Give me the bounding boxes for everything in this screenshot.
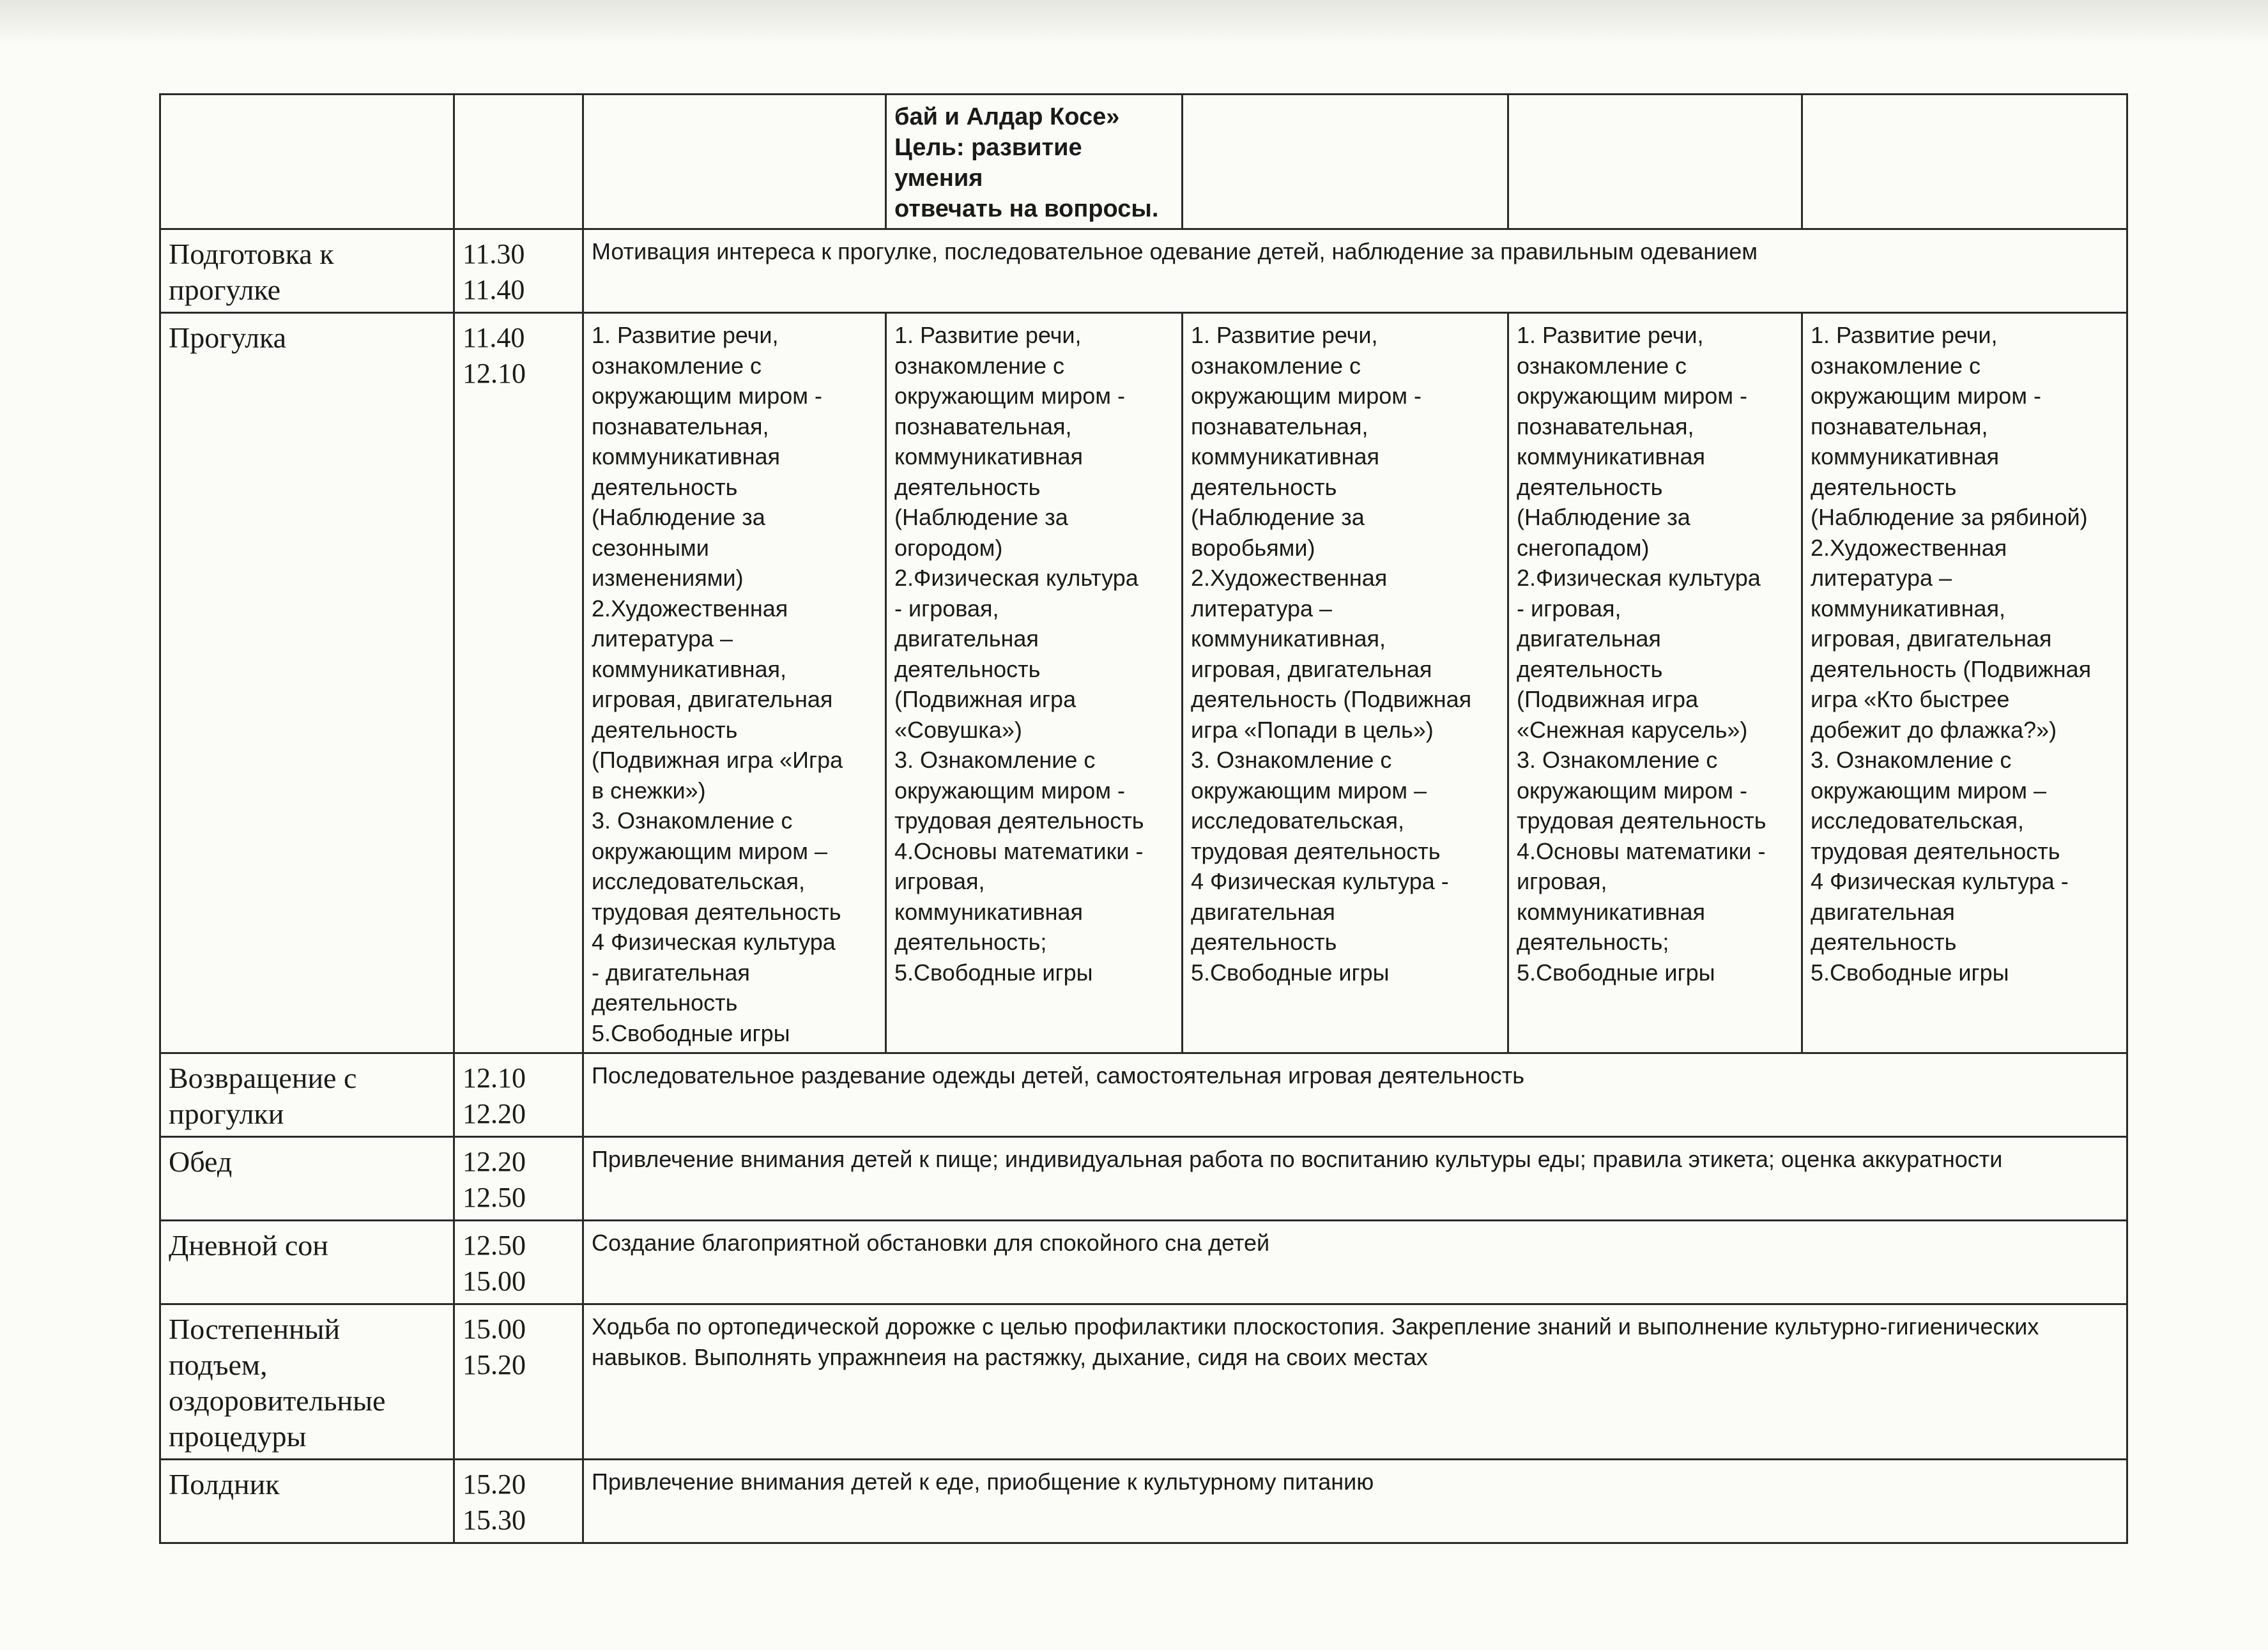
activity-line: 5.Свободные игры [1191, 959, 1390, 986]
row-label: Дневной сон [160, 1221, 454, 1304]
activity-line: игровая, [894, 868, 985, 894]
activity-line: исследовательская, [592, 868, 806, 894]
activity-line: 4.Основы математики - [894, 837, 1144, 864]
time-end: 11.40 [463, 274, 525, 305]
activity-line: 1. Развитие речи, [592, 322, 779, 348]
time-end: 15.00 [463, 1265, 526, 1297]
activity-line: коммуникативная [894, 898, 1083, 925]
activity-line: 3. Ознакомление с [894, 747, 1096, 773]
activity-line: 4 Физическая культура - [1811, 868, 2069, 894]
activity-line: литература – [1191, 595, 1333, 622]
row-label: Обед [160, 1137, 454, 1221]
continuation-label-cell [160, 95, 454, 229]
activity-line: огородом) [894, 534, 1003, 561]
activity-line: ознакомление с [894, 352, 1064, 379]
activity-line: коммуникативная, [1191, 625, 1386, 652]
activity-line: окружающим миром - [894, 777, 1126, 804]
time-end: 12.50 [463, 1182, 526, 1213]
activity-line: трудовая деятельность [1517, 807, 1766, 834]
activity-line: деятельность; [894, 929, 1047, 955]
time-end: 15.30 [463, 1504, 526, 1536]
activity-line: окружающим миром - [1811, 383, 2042, 409]
activity-line: воробьями) [1191, 534, 1315, 561]
activity-line: познавательная, [592, 413, 769, 439]
activity-line: познавательная, [894, 413, 1072, 439]
activity-line: игра «Попади в цель») [1191, 716, 1434, 743]
activity-line: коммуникативная [894, 443, 1083, 470]
schedule-row-nap [160, 1221, 2127, 1304]
activity-line: деятельность (Подвижная [1191, 686, 1472, 712]
row-activity: Привлечение внимания детей к пище; индивидуальная работа по воспитанию культуры еды; правила этикета; оценка аккуратности [583, 1137, 2127, 1221]
activity-line: деятельность [894, 655, 1041, 682]
row-times [454, 1221, 583, 1304]
scan-shadow [0, 0, 2268, 45]
day-activity-cell [886, 313, 1183, 1053]
row-times [454, 229, 583, 313]
activity-line: познавательная, [1191, 413, 1368, 439]
row-label: Подготовка к прогулке [160, 229, 454, 313]
activity-line: окружающим миром - [592, 383, 823, 409]
activity-line: окружающим миром – [592, 837, 828, 864]
activity-line: деятельность [1811, 473, 1957, 500]
activity-line: (Наблюдение за [894, 504, 1068, 530]
activity-line: исследовательская, [1191, 807, 1405, 834]
activity-line: (Наблюдение за рябиной) [1811, 504, 2088, 530]
activity-line: «Совушка») [894, 716, 1022, 743]
schedule-row-snack [160, 1460, 2127, 1543]
activity-line: литература – [592, 625, 733, 652]
activity-line: окружающим миром – [1191, 777, 1427, 804]
activity-line: двигательная [894, 625, 1039, 652]
activity-line: изменениями) [592, 565, 744, 591]
activity-line: познавательная, [1811, 413, 1988, 439]
day-activity-cell [1508, 313, 1802, 1053]
activity-line: двигательная [1191, 898, 1335, 925]
activity-line: деятельность [894, 473, 1041, 500]
continuation-day3-cell [1183, 95, 1508, 229]
activity-line: коммуникативная [592, 443, 780, 470]
activity-line: двигательная [1517, 625, 1661, 652]
row-label: Полдник [160, 1460, 454, 1543]
activity-line: окружающим миром – [1811, 777, 2047, 804]
activity-line: 1. Развитие речи, [1811, 322, 1998, 348]
activity-line: (Наблюдение за [592, 504, 765, 530]
goal-line: бай и Алдар Косе» [894, 103, 1120, 130]
time-start: 15.00 [463, 1313, 526, 1345]
row-activity: Привлечение внимания детей к еде, приобщение к культурному питанию [583, 1460, 2127, 1543]
activity-line: деятельность (Подвижная [1811, 655, 2092, 682]
time-end: 15.20 [463, 1349, 526, 1380]
activity-line: 5.Свободные игры [592, 1020, 790, 1046]
continuation-time-cell [454, 95, 583, 229]
activity-line: 2.Физическая культура [894, 565, 1138, 591]
activity-line: коммуникативная, [592, 655, 786, 682]
activity-line: 5.Свободные игры [894, 959, 1093, 986]
continuation-day5-cell [1802, 95, 2127, 229]
goal-line: Цель: развитие умения [894, 134, 1082, 192]
time-start: 15.20 [463, 1469, 526, 1500]
daily-schedule-table [159, 93, 2128, 1544]
activity-line: 2.Художественная [592, 595, 788, 622]
activity-line: деятельность [1191, 929, 1337, 955]
row-activity: Мотивация интереса к прогулке, последовательное одевание детей, наблюдение за правильным одеванием [583, 229, 2127, 313]
activity-line: в снежки») [592, 777, 706, 804]
day-activity-cell [1183, 313, 1508, 1053]
activity-line: исследовательская, [1811, 807, 2025, 834]
time-end: 12.10 [463, 358, 526, 389]
activity-line: деятельность [592, 473, 738, 500]
row-times [454, 1137, 583, 1221]
day-activity-cell [583, 313, 886, 1053]
activity-line: 4.Основы математики - [1517, 837, 1766, 864]
row-label: Прогулка [160, 313, 454, 1053]
activity-line: двигательная [1811, 898, 1955, 925]
activity-line: - игровая, [894, 595, 999, 622]
activity-line: - игровая, [1517, 595, 1621, 622]
time-end: 12.20 [463, 1098, 526, 1129]
activity-line: 3. Ознакомление с [592, 807, 793, 834]
activity-line: коммуникативная [1191, 443, 1379, 470]
activity-line: 1. Развитие речи, [1191, 322, 1378, 348]
activity-line: литература – [1811, 565, 1952, 591]
activity-line: трудовая деятельность [1811, 837, 2060, 864]
activity-line: 5.Свободные игры [1517, 959, 1715, 986]
row-times [454, 1053, 583, 1137]
activity-line: игровая, двигательная [1191, 655, 1432, 682]
row-times [454, 313, 583, 1053]
activity-line: сезонными [592, 534, 709, 561]
schedule-row-return [160, 1053, 2127, 1137]
activity-line: деятельность [592, 716, 738, 743]
time-start: 12.50 [463, 1230, 526, 1261]
activity-line: 4 Физическая культура - [1191, 868, 1449, 894]
activity-line: ознакомление с [1191, 352, 1361, 379]
activity-line: деятельность [1517, 473, 1663, 500]
activity-line: (Подвижная игра [894, 686, 1077, 712]
activity-line: деятельность [1517, 655, 1663, 682]
activity-line: коммуникативная [1811, 443, 1999, 470]
activity-line: ознакомление с [1811, 352, 1981, 379]
activity-line: 3. Ознакомление с [1811, 747, 2012, 773]
activity-line: окружающим миром - [1517, 383, 1748, 409]
activity-line: 1. Развитие речи, [894, 322, 1082, 348]
activity-line: снегопадом) [1517, 534, 1650, 561]
activity-line: (Наблюдение за [1191, 504, 1365, 530]
activity-line: 3. Ознакомление с [1191, 747, 1392, 773]
continuation-day4-cell [1508, 95, 1802, 229]
activity-line: игровая, [1517, 868, 1607, 894]
activity-line: 2.Художественная [1191, 565, 1388, 591]
activity-line: познавательная, [1517, 413, 1694, 439]
row-activity: Ходьба по ортопедической дорожке с целью профилактики плоскостопия. Закрепление знаний и выполнение культурно-гигиенических навыков. Выполнять упражнneия на растяжку, дыхание, сидя на своих местах [583, 1304, 2127, 1460]
activity-line: ознакомление с [592, 352, 762, 379]
time-start: 11.40 [463, 322, 525, 353]
activity-line: трудовая деятельность [894, 807, 1144, 834]
activity-line: 4 Физическая культура [592, 929, 836, 955]
activity-line: трудовая деятельность [592, 898, 841, 925]
row-times [454, 1304, 583, 1460]
activity-line: игра «Кто быстрее [1811, 686, 2010, 712]
continuation-day1-cell [583, 95, 886, 229]
continuation-row [160, 95, 2127, 229]
day-activity-cell [1802, 313, 2127, 1053]
activity-line: 2.Физическая культура [1517, 565, 1761, 591]
schedule-row-wakeup [160, 1304, 2127, 1460]
schedule-row-walk [160, 313, 2127, 1053]
activity-line: деятельность [1191, 473, 1337, 500]
activity-line: 3. Ознакомление с [1517, 747, 1718, 773]
activity-line: деятельность; [1517, 929, 1669, 955]
activity-line: коммуникативная [1517, 898, 1705, 925]
activity-line: коммуникативная [1517, 443, 1705, 470]
time-start: 12.20 [463, 1146, 526, 1177]
time-start: 11.30 [463, 238, 525, 270]
row-activity: Последовательное раздевание одежды детей, самостоятельная игровая деятельность [583, 1053, 2127, 1137]
activity-line: - двигательная [592, 959, 750, 986]
activity-line: трудовая деятельность [1191, 837, 1441, 864]
activity-line: деятельность [1811, 929, 1957, 955]
activity-line: 1. Развитие речи, [1517, 322, 1704, 348]
time-start: 12.10 [463, 1062, 526, 1094]
activity-line: коммуникативная, [1811, 595, 2005, 622]
activity-line: (Подвижная игра «Игра [592, 747, 843, 773]
activity-line: игровая, двигательная [592, 686, 833, 712]
activity-line: добежит до флажка?») [1811, 716, 2057, 743]
schedule-row-lunch [160, 1137, 2127, 1221]
activity-line: (Подвижная игра [1517, 686, 1699, 712]
row-label: Постепенный подъем, оздоровительные процедуры [160, 1304, 454, 1460]
goal-line: отвечать на вопросы. [894, 195, 1159, 222]
schedule-row-walk-prep [160, 229, 2127, 313]
continuation-day2-cell [886, 95, 1183, 229]
activity-line: окружающим миром - [894, 383, 1126, 409]
row-activity: Создание благоприятной обстановки для спокойного сна детей [583, 1221, 2127, 1304]
activity-line: деятельность [592, 989, 738, 1016]
activity-line: 2.Художественная [1811, 534, 2007, 561]
row-label: Возвращение с прогулки [160, 1053, 454, 1137]
activity-line: 5.Свободные игры [1811, 959, 2009, 986]
row-times [454, 1460, 583, 1543]
activity-line: окружающим миром - [1191, 383, 1422, 409]
activity-line: ознакомление с [1517, 352, 1687, 379]
activity-line: окружающим миром - [1517, 777, 1748, 804]
activity-line: (Наблюдение за [1517, 504, 1690, 530]
activity-line: игровая, двигательная [1811, 625, 2052, 652]
activity-line: «Снежная карусель») [1517, 716, 1748, 743]
